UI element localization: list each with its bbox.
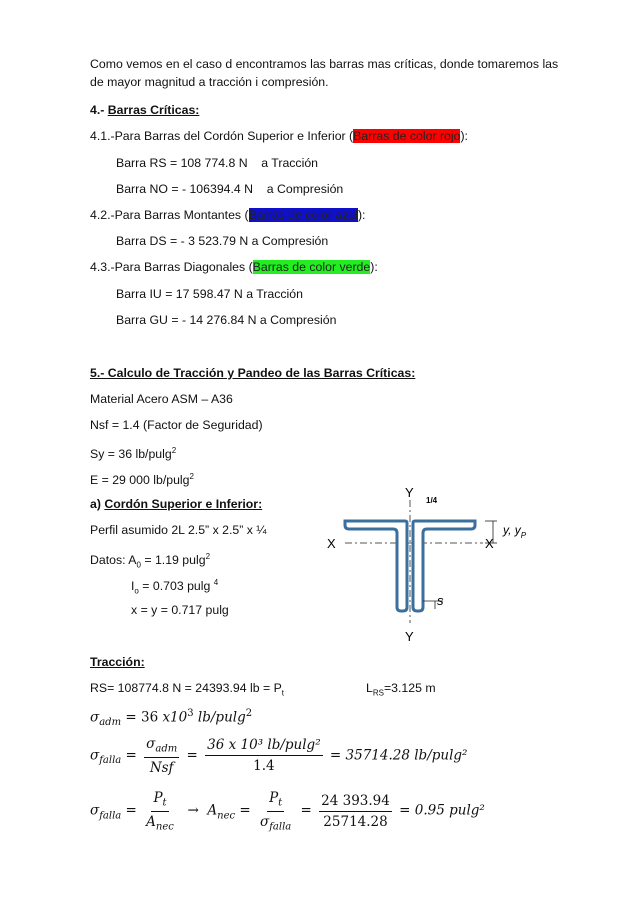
y-top-label: Y bbox=[405, 485, 414, 500]
perfil-line: Perfil asumido 2L 2.5” x 2.5” x ¼ bbox=[90, 523, 267, 537]
datos-exponent: 2 bbox=[205, 552, 211, 561]
barra-no-type: a Compresión bbox=[266, 182, 344, 196]
traccion-title: Tracción: bbox=[90, 655, 145, 669]
eq2-numerator: 36 x 10³ lb/pulg² bbox=[205, 737, 322, 756]
yyp-label: y, $y_P$ bbox=[503, 523, 527, 540]
barra-gu: Barra GU = - 14 276.84 N a Compresión bbox=[116, 313, 337, 327]
s43-suffix: ): bbox=[370, 260, 378, 274]
s41-suffix: ): bbox=[460, 129, 468, 143]
xy-line: x = y = 0.717 pulg bbox=[131, 603, 229, 617]
lrs-label: L bbox=[366, 681, 373, 695]
io-label: I bbox=[131, 579, 135, 594]
quarter-label: 1/4 bbox=[426, 496, 438, 505]
right-angle-shape bbox=[413, 521, 475, 611]
datos-label: Datos: A bbox=[90, 553, 137, 568]
eq3-result: = 0.95 pulg² bbox=[399, 802, 485, 819]
s42-highlight-blue: Barras de color azul bbox=[248, 208, 358, 222]
lrs-value: =3.125 m bbox=[383, 681, 436, 695]
s41-highlight-red: Barras de color rojo bbox=[353, 129, 461, 143]
datos-sub: 0 bbox=[136, 560, 141, 570]
eq2-result: = 35714.28 lb/pulg² bbox=[329, 747, 468, 764]
rs-traccion-line bbox=[90, 680, 284, 701]
barra-rs-value: Barra RS = 108 774.8 N bbox=[116, 156, 248, 170]
eq2-denominator: 1.4 bbox=[253, 758, 275, 775]
s-label: s bbox=[437, 593, 444, 608]
section-4-title: Barras Críticas: bbox=[107, 103, 200, 117]
subsection-a bbox=[90, 496, 262, 512]
e-line bbox=[90, 469, 194, 488]
io-sub: o bbox=[134, 586, 139, 596]
equation-1: $\sigma_{adm} = 36$ $x10^3$ lb/pulg$^2$ bbox=[90, 708, 253, 729]
sy-line bbox=[90, 443, 176, 462]
left-angle-shape bbox=[345, 521, 407, 611]
equation-2: $\sigma_{falla}$ = $\frac{\sigma_{adm}}{\text{Nsf}}$ = $\frac{\text{36 x 10³ lb/pulg²}}{1.4}$ = 35714.28 lb/pulg² bbox=[90, 736, 468, 776]
x-right-label: X bbox=[485, 536, 494, 551]
lrs-line bbox=[366, 680, 436, 701]
material-line: Material Acero ASM – A36 bbox=[90, 392, 233, 406]
section-4-1 bbox=[90, 128, 468, 144]
s42-suffix: ): bbox=[357, 208, 366, 222]
rs-traccion-sub: t bbox=[281, 688, 285, 698]
subsection-a-title: Cordón Superior e Inferior: bbox=[104, 497, 263, 511]
intro-line-1: Como vemos en el caso d encontramos las barras mas críticas, donde tomaremos las bbox=[90, 57, 559, 71]
e-text: E = 29 000 lb/pulg bbox=[90, 473, 190, 488]
intro-line-2: de mayor magnitud a tracción i compresión. bbox=[90, 75, 329, 89]
rs-traccion-text: RS= 108774.8 N = 24393.94 lb = P bbox=[90, 681, 282, 695]
section-4-2 bbox=[90, 207, 365, 223]
e-exponent: 2 bbox=[189, 472, 194, 481]
barra-rs bbox=[116, 155, 318, 171]
nsf-line: Nsf = 1.4 (Factor de Seguridad) bbox=[90, 418, 263, 432]
barra-no-value: Barra NO = - 106394.4 N bbox=[116, 182, 254, 196]
s42-prefix: 4.2.-Para Barras Montantes ( bbox=[90, 208, 249, 222]
section-4-number: 4.- bbox=[90, 103, 105, 117]
datos-line bbox=[90, 549, 210, 574]
double-angle-profile-figure bbox=[325, 485, 555, 650]
sy-exponent: 2 bbox=[171, 446, 177, 455]
io-value: = 0.703 pulg bbox=[138, 579, 214, 594]
eq3-numerator: 24 393.94 bbox=[319, 793, 392, 812]
x-left-label: X bbox=[327, 536, 336, 551]
io-line bbox=[131, 575, 218, 600]
s41-prefix: 4.1.-Para Barras del Cordón Superior e Inferior ( bbox=[90, 129, 354, 143]
barra-no bbox=[116, 181, 343, 197]
io-exponent: 4 bbox=[213, 578, 219, 587]
sy-text: Sy = 36 lb/pulg bbox=[90, 447, 172, 462]
section-4-heading bbox=[90, 102, 199, 118]
barra-ds: Barra DS = - 3 523.79 N a Compresión bbox=[116, 234, 329, 248]
subsection-a-label: a) bbox=[90, 497, 101, 511]
section-4-3 bbox=[90, 259, 378, 275]
barra-rs-type: a Tracción bbox=[261, 156, 318, 170]
section-5-title: 5.- Calculo de Tracción y Pandeo de las Barras Críticas: bbox=[90, 366, 416, 380]
lrs-sub: RS bbox=[372, 688, 384, 698]
s43-highlight-green: Barras de color verde bbox=[252, 260, 371, 274]
eq3-denominator: 25714.28 bbox=[323, 813, 388, 830]
s43-prefix: 4.3.-Para Barras Diagonales ( bbox=[90, 260, 253, 274]
y-bottom-label: Y bbox=[405, 629, 414, 644]
barra-iu: Barra IU = 17 598.47 N a Tracción bbox=[116, 287, 303, 301]
datos-value: = 1.19 pulg bbox=[140, 553, 206, 568]
equation-3: $\sigma_{falla}$ = $\frac{P_t}{A_{nec}}$ → $A_{nec}$ = $\frac{P_t}{\sigma_{falla}}$ = $\frac{24 393.94}{25714.28}$ = 0.95 pulg² bbox=[90, 790, 485, 833]
